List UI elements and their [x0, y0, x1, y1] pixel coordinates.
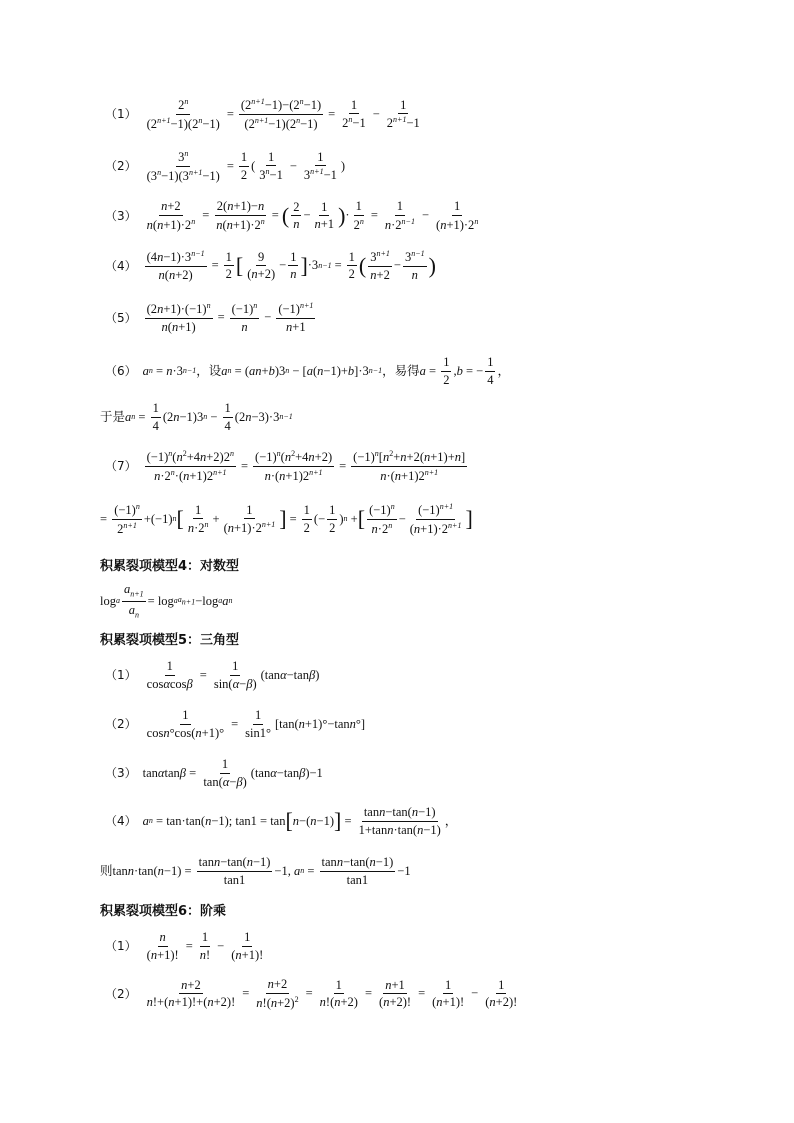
- formula-trig-4b: 则 tan n ·tan( n −1) = $\frac{\tan n-\tan(n-1)}{\tan 1}$ −1, a n = $\frac{\tan n-\tan(n-1)}{\tan 1}$ −1: [100, 855, 411, 887]
- label: （3）: [105, 766, 137, 780]
- label: （4）: [105, 258, 137, 273]
- text: ，: [497, 362, 510, 378]
- formula-4: （4） $\frac{(4n-1)\cdot 3^{n-1}}{n(n+2)}$ = $\frac{1}{2}$ [ $\frac{9}{(n+2)}$ − $\frac{1}{n}$ ] ·3 n−1 = $\frac{1}{2}$ ( $\frac{3^{n+1}}{n+2}$ − $\frac{3^{n-1}}{n}$ ): [105, 249, 436, 282]
- label: （2）: [105, 717, 137, 731]
- label: （2）: [105, 159, 137, 174]
- formula-3: （3） $\frac{n+2}{n(n+1)\cdot 2^n}$ = $\frac{2(n+1)-n}{n(n+1)\cdot 2^n}$ = ( $\frac{2}{n}$ − $\frac{1}{n+1}$ ) · $\frac{1}{2^n}$ = $\frac{1}{n\cdot 2^{n-1}}$ − $\frac{1}{(n+1)\cdot 2^n}$: [105, 199, 479, 232]
- formula-6b: 于是 a n = $\frac{1}{4}$ (2 n −1)3 n − $\frac{1}{4}$ (2 n −3)·3 n−1: [100, 401, 293, 433]
- formula-6: （6） a n = n ·3 n−1 ，设 a n = ( an + b )3 n − [ a ( n −1)+ b ]·3 n−1 ，易得 a = $\frac{1}{2}$ , b = − $\frac{1}{4}$ ，: [105, 355, 510, 387]
- formula-log: log a $\frac{a_{n+1}}{a_n}$ = log a $a_{n+1}$ −log a a n: [100, 582, 233, 619]
- label: （1）: [105, 939, 137, 953]
- formula-fact-1: （1） $\frac{n}{(n+1)!}$ = $\frac{1}{n!}$ − $\frac{1}{(n+1)!}$: [105, 930, 264, 962]
- heading-factorial-model: 积累裂项模型6：阶乘: [100, 904, 227, 919]
- formula-7b: = $\frac{(-1)^n}{2^{n+1}}$ +(−1) n [ $\frac{1}{n\cdot 2^n}$ + $\frac{1}{(n+1)\cdot 2^{n+1}}$ ] = $\frac{1}{2}$ (− $\frac{1}{2}$ ) n + [ $\frac{(-1)^n}{n\cdot 2^n}$ − $\frac{(-1)^{n+1}}{(n+1)\cdot 2^{n+1}}$ ]: [100, 502, 473, 536]
- label: （6）: [105, 364, 137, 378]
- formula-trig-2: （2） $\frac{1}{\cos n^\circ\cos(n+1)^\circ}$ = $\frac{1}{\sin 1^\circ}$ [tan( n +1)°−tan n °]: [105, 708, 366, 740]
- text: ，设: [196, 362, 222, 378]
- text: ，易得: [382, 362, 420, 378]
- text: ，: [444, 812, 458, 828]
- heading-log-model: 积累裂项模型4：对数型: [100, 559, 240, 574]
- label: （1）: [105, 668, 137, 682]
- formula-trig-1: （1） $\frac{1}{\cos\alpha\cos\beta}$ = $\frac{1}{\sin(\alpha-\beta)}$ (tan α −tan β ): [105, 659, 320, 691]
- formula-fact-2: （2） $\frac{n+2}{n!+(n+1)!+(n+2)!}$ = $\frac{n+2}{n!(n+2)^2}$ = $\frac{1}{n!(n+2)}$ = $\frac{n+1}{(n+2)!}$ = $\frac{1}{(n+1)!}$ − $\frac{1}{(n+2)!}$: [105, 977, 518, 1010]
- heading-trig-model: 积累裂项模型5：三角型: [100, 633, 240, 648]
- label: （5）: [105, 310, 137, 325]
- label: （7）: [105, 459, 137, 474]
- formula-7: （7） $\frac{(-1)^n(n^2+4n+2)2^n}{n\cdot 2^n\cdot(n+1)2^{n+1}}$ = $\frac{(-1)^n(n^2+4n+2)}{n\cdot(n+1)2^{n+1}}$ = $\frac{(-1)^n[n^2+n+2(n+1)+n]}{n\cdot(n+1)2^{n+1}}$: [105, 449, 466, 483]
- label: （4）: [105, 814, 137, 828]
- label: （1）: [105, 107, 137, 122]
- text: 于是: [100, 408, 126, 424]
- label: （3）: [105, 208, 137, 223]
- formula-1: （1） $\frac{2^n}{(2^{n+1}-1)(2^n-1)}$ = $\frac{(2^{n+1}-1)-(2^n-1)}{(2^{n+1}-1)(2^n-1)}$ = $\frac{1}{2^n-1}$ − $\frac{1}{2^{n+1}-1}$: [105, 97, 420, 131]
- formula-trig-3: （3） tan α tan β = $\frac{1}{\tan(\alpha-\beta)}$ (tan α −tan β )−1: [105, 757, 323, 789]
- formula-5: （5） $\frac{(2n+1)\cdot(-1)^n}{n(n+1)}$ = $\frac{(-1)^n}{n}$ − $\frac{(-1)^{n+1}}{n+1}$: [105, 301, 314, 334]
- formula-trig-4: （4） a n = tan·tan( n −1); tan1 = tan [ n −( n −1) ] = $\frac{\tan n-\tan(n-1)}{1+\tan n\cdot\tan(n-1)}$ ，: [105, 805, 458, 837]
- label: （2）: [105, 986, 137, 1001]
- formula-2: （2） $\frac{3^n}{(3^n-1)(3^{n+1}-1)}$ = $\frac{1}{2}$ ( $\frac{1}{3^n-1}$ − $\frac{1}{3^{n+1}-1}$ ): [105, 149, 346, 183]
- text: 则: [100, 862, 113, 878]
